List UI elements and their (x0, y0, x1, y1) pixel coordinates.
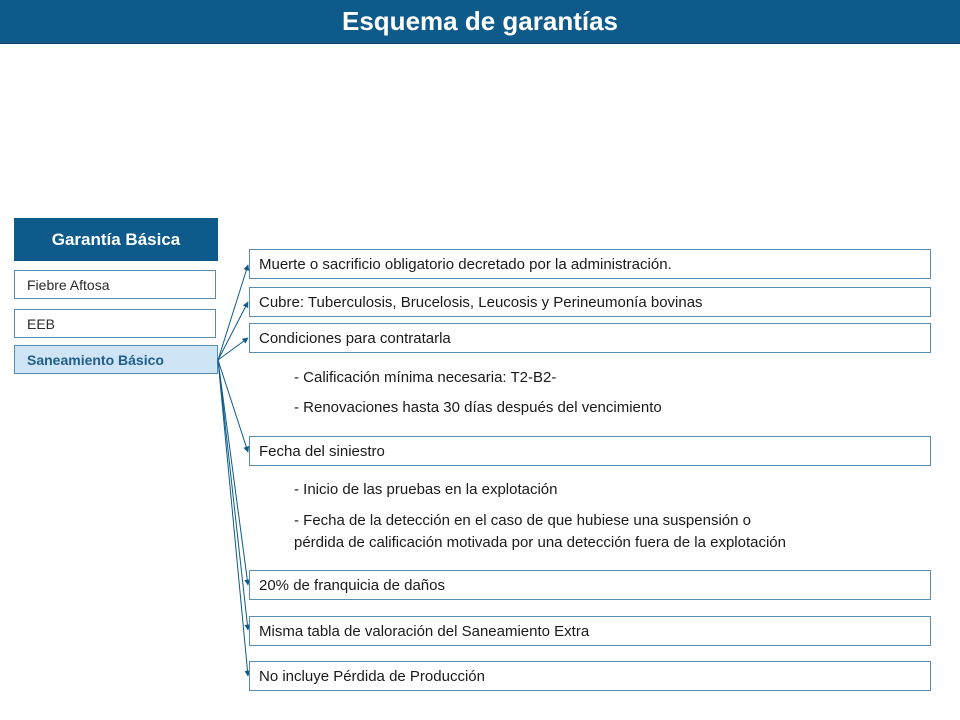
coverage-death-box: Muerte o sacrificio obligatorio decretado por la administración. (249, 249, 931, 279)
claim-date-detail: - Fecha de la detección en el caso de que hubiese una suspensión o (294, 512, 751, 529)
coverage-diseases-box: Cubre: Tuberculosis, Brucelosis, Leucosis y Perineumonía bovinas (249, 287, 931, 317)
conditions-detail: - Renovaciones hasta 30 días después del vencimiento (294, 399, 662, 416)
tab-fiebre-aftosa[interactable]: Fiebre Aftosa (14, 270, 216, 299)
claim-date-box: Fecha del siniestro (249, 436, 931, 466)
page-title: Esquema de garantías (0, 0, 960, 44)
guarantee-header: Garantía Básica (14, 218, 218, 261)
claim-date-detail: - Inicio de las pruebas en la explotación (294, 481, 558, 498)
connector-arrow (218, 302, 248, 360)
valuation-table-box: Misma tabla de valoración del Saneamiento Extra (249, 616, 931, 646)
conditions-detail: - Calificación mínima necesaria: T2-B2- (294, 369, 557, 386)
tab-eeb[interactable]: EEB (14, 309, 216, 338)
tab-saneamiento-basico[interactable]: Saneamiento Básico (14, 345, 218, 374)
connector-arrow (218, 360, 248, 630)
connector-arrow (218, 360, 248, 585)
claim-date-detail: pérdida de calificación motivada por una detección fuera de la explotación (294, 534, 786, 551)
conditions-box: Condiciones para contratarla (249, 323, 931, 353)
connector-arrow (218, 338, 248, 360)
franchise-box: 20% de franquicia de daños (249, 570, 931, 600)
connector-arrow (218, 265, 248, 360)
production-loss-box: No incluye Pérdida de Producción (249, 661, 931, 691)
